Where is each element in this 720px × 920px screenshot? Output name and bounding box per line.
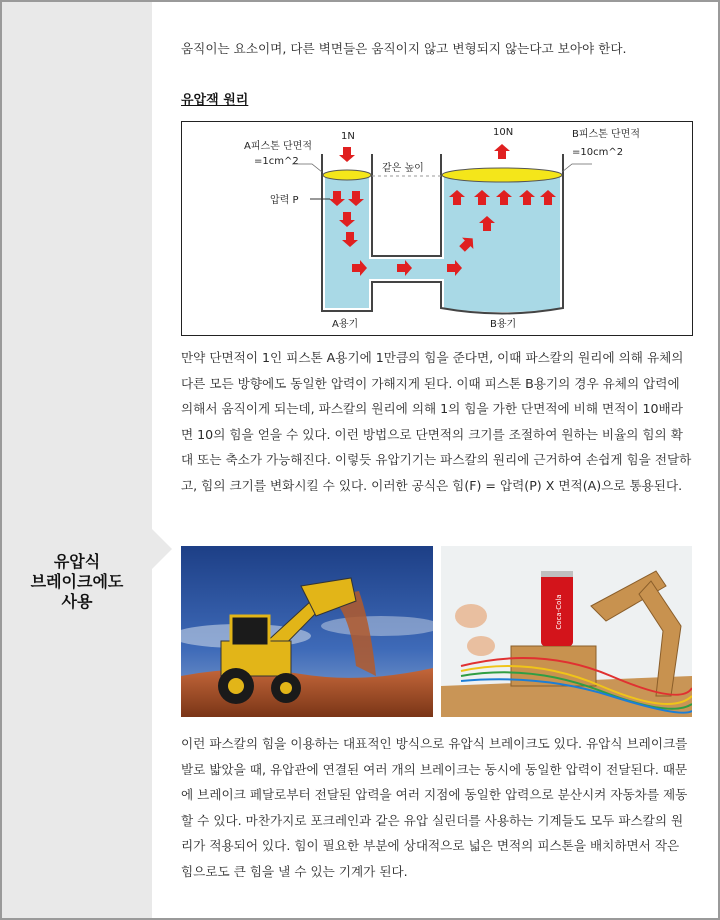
sidebar-title-line2: 브레이크에도	[30, 572, 124, 591]
label-force-b: 10N	[493, 127, 514, 138]
label-a-area-1: A피스톤 단면적	[244, 141, 312, 152]
force-arrow-a	[339, 147, 355, 162]
section-heading: 유압잭 원리	[181, 93, 249, 108]
label-same-height: 같은 높이	[382, 163, 424, 174]
sidebar-pointer	[150, 527, 172, 571]
diagram-svg	[182, 122, 692, 335]
hydraulic-arm-craft-photo	[441, 546, 692, 717]
backhoe-photo	[181, 546, 433, 717]
label-force-a: 1N	[341, 131, 355, 142]
sidebar-title-line3: 사용	[61, 592, 93, 611]
label-b-area-2: =10cm^2	[572, 147, 624, 158]
label-vessel-a: A용기	[332, 319, 359, 330]
piston-b	[442, 168, 562, 182]
label-vessel-b: B용기	[490, 319, 517, 330]
sidebar	[2, 2, 152, 918]
label-a-area-2: =1cm^2	[254, 156, 299, 167]
closing-paragraph: 이런 파스칼의 힘을 이용하는 대표적인 방식으로 유압식 브레이크도 있다. 유압식 브레이크를 발로 밟았을 때, 유압관에 연결된 여러 개의 브레이크는 동시에 동일한 압력이 전달된다. 때문에 브레이크 페달로부터 전달된 압력을 여러 지점에 동일한 압력으로 분산시켜 자동차를 제동 할 수 있다. 마찬가지로 포크레인과 같은 유압 실린더를 사용하는 기계들도 모두 파스칼의 원리가 적용되어 있다. 힘이 필요한 부분에 상대적으로 넓은 면적의 피스톤을 배치하면서 작은 힘으로도 큰 힘을 낼 수 있는 기계가 된다.	[181, 736, 688, 879]
label-b-area-1: B피스톤 단면적	[572, 129, 640, 140]
piston-a	[323, 170, 371, 180]
sidebar-title-line1: 유압식	[53, 552, 101, 571]
intro-paragraph: 움직이는 요소이며, 다른 벽면들은 움직이지 않고 변형되지 않는다고 보아야 한다.	[181, 41, 627, 56]
label-pressure: 압력 P	[270, 195, 299, 206]
can-text: Coca-Cola	[555, 594, 563, 630]
sidebar-title	[2, 552, 152, 612]
hydraulic-jack-diagram	[181, 121, 693, 336]
body-paragraph: 만약 단면적이 1인 피스톤 A용기에 1만큼의 힘을 준다면, 이때 파스칼의 원리에 의해 유체의 다른 모든 방향에도 동일한 압력이 가해지게 된다. 이때 피스톤 B용기의 경우 유체의 압력에 의해서 움직이게 되는데, 파스칼의 원리에 의해 1의 힘을 가한 단면적에 비해 면적이 10배라면 10의 힘을 얻을 수 있다. 이런 방법으로 단면적의 크기를 조절하여 원하는 비율의 힘의 확대 또는 축소가 가능해진다. 이렇듯 유압기기는 파스칼의 원리에 근거하여 손쉽게 힘을 전달하고, 힘의 크기를 변화시킬 수 있다. 이러한 공식은 힘(F) = 압력(P) X 면적(A)으로 통용된다.	[181, 350, 692, 493]
force-arrow-b	[494, 144, 510, 159]
